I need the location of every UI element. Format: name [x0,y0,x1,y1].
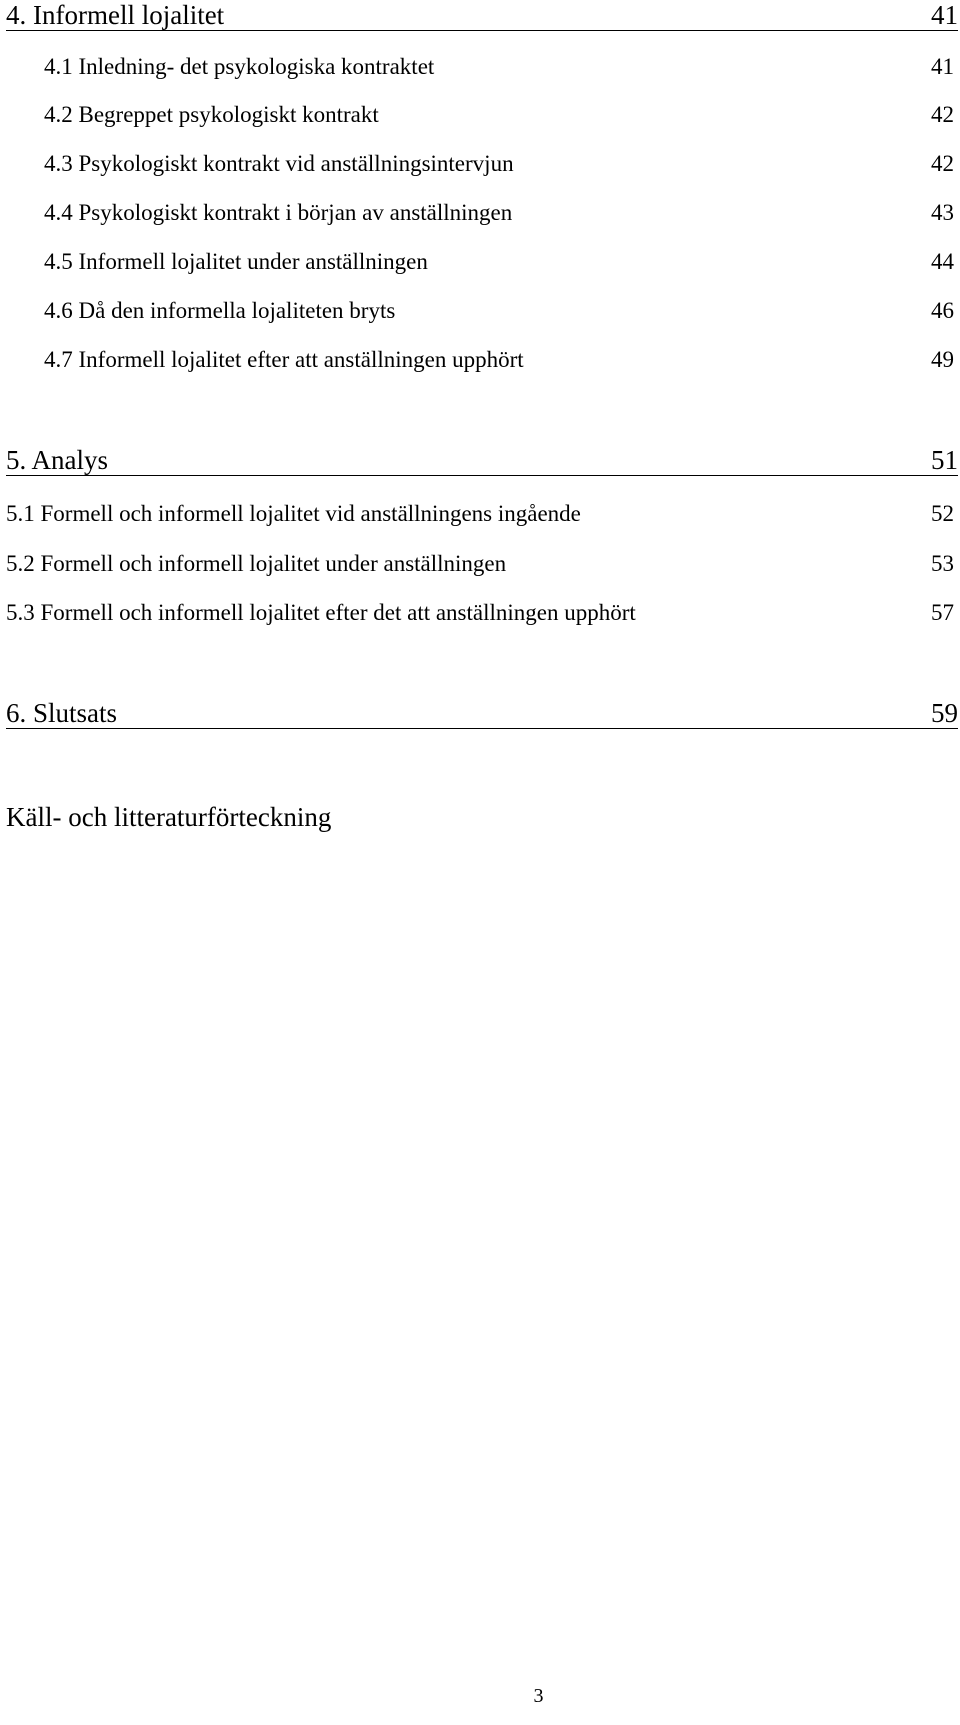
entry-page-number: 41 [931,54,954,79]
toc-entry-4-3 [44,149,954,179]
entry-title: 5.2 Formell och informell lojalitet under anställningen [6,551,507,576]
entry-page-number: 44 [931,249,954,274]
toc-entry-4-2 [44,100,954,130]
toc-chapter-6 [6,692,958,729]
chapter-page-number: 51 [931,445,958,475]
chapter-title: 4. Informell lojalitet [6,0,225,30]
toc-entry-4-1 [44,52,954,82]
entry-page-number: 46 [931,298,954,323]
toc-entry-5-2 [6,549,954,579]
toc-entry-4-7 [44,345,954,375]
chapter-page-number: 41 [931,0,958,30]
entry-title: 5.1 Formell och informell lojalitet vid anställningens ingående [6,501,581,526]
entry-page-number: 53 [931,551,954,576]
toc-entry-4-6 [44,296,954,326]
entry-title: 4.5 Informell lojalitet under anställningen [44,249,428,274]
toc-entry-5-3 [6,598,954,628]
entry-page-number: 57 [931,600,954,625]
entry-title: 4.3 Psykologiskt kontrakt vid anställningsintervjun [44,151,514,176]
entry-page-number: 42 [931,102,954,127]
toc-chapter-5 [6,439,958,476]
toc-references-heading: Käll- och litteraturförteckning [6,802,332,832]
entry-title: 5.3 Formell och informell lojalitet efter det att anställningen upphört [6,600,636,625]
entry-page-number: 42 [931,151,954,176]
toc-entry-4-5 [44,247,954,277]
entry-page-number: 49 [931,347,954,372]
toc-chapter-4 [6,0,958,31]
entry-title: 4.7 Informell lojalitet efter att anställningen upphört [44,347,524,372]
entry-title: 4.6 Då den informella lojaliteten bryts [44,298,396,323]
entry-title: 4.2 Begreppet psykologiskt kontrakt [44,102,379,127]
entry-page-number: 52 [931,501,954,526]
chapter-title: 6. Slutsats [6,698,118,728]
chapter-page-number: 59 [931,698,958,728]
toc-entry-4-4 [44,198,954,228]
entry-title: 4.4 Psykologiskt kontrakt i början av anställningen [44,200,513,225]
chapter-title: 5. Analys [6,445,109,475]
page-number: 3 [533,1685,544,1707]
toc-entry-5-1 [6,499,954,529]
entry-title: 4.1 Inledning- det psykologiska kontraktet [44,54,435,79]
entry-page-number: 43 [931,200,954,225]
